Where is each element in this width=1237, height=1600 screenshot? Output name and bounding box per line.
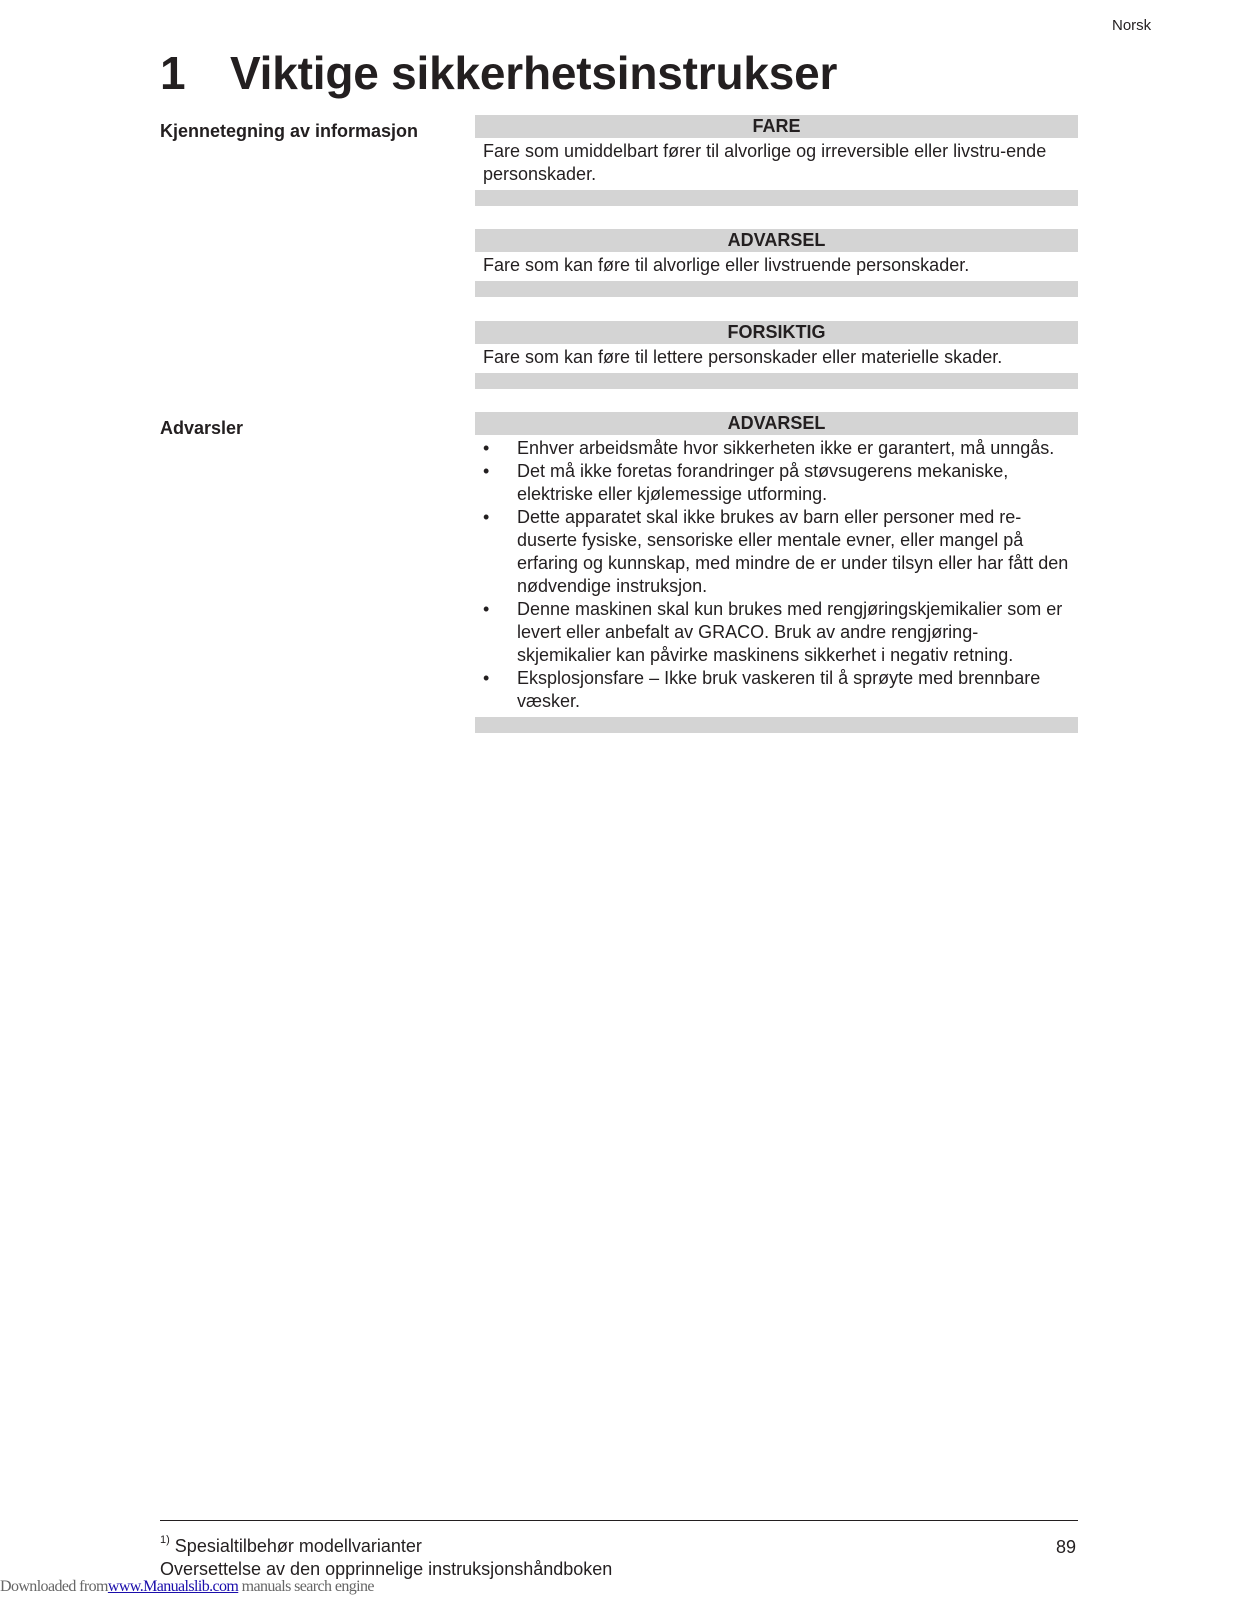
notice-fare-footer-bar	[475, 190, 1078, 206]
notice-fare-text: Fare som umiddelbart fører til alvorlige og irreversible eller livstru-ende personskader.	[483, 141, 1047, 184]
footnote	[160, 1536, 422, 1557]
notice-forsiktig-text: Fare som kan føre til lettere personskader eller materielle skader.	[483, 347, 1003, 367]
bullet-icon: •	[483, 438, 490, 458]
list-item-text: Det må ikke foretas forandringer på støvsugerens mekaniske, elektriske eller kjølemessige utforming.	[517, 461, 1009, 504]
watermark-suffix: manuals search engine	[241, 1578, 374, 1595]
page-title	[160, 46, 837, 100]
list-item-text: Denne maskinen skal kun brukes med rengjøringskjemikalier som er levert eller anbefalt av GRACO. Bruk av andre rengjøring-skjemikalier kan påvirke maskinens sikkerhet i negativ retning.	[517, 599, 1063, 665]
language-label: Norsk	[1112, 17, 1152, 34]
list-item	[475, 667, 1070, 713]
notice-fare	[475, 115, 1078, 206]
list-item	[475, 460, 1070, 506]
notice-forsiktig-title: FORSIKTIG	[475, 321, 1078, 344]
notice-advarsel-text: Fare som kan føre til alvorlige eller livstruende personskader.	[483, 255, 970, 275]
chapter-title: Viktige sikkerhetsinstrukser	[230, 47, 838, 99]
list-item-text: Eksplosjonsfare – Ikke bruk vaskeren til å sprøyte med brennbare væsker.	[517, 668, 1041, 711]
download-watermark	[0, 1578, 374, 1596]
notice-warnings-title: ADVARSEL	[475, 412, 1078, 435]
watermark-prefix: Downloaded from	[0, 1578, 108, 1595]
notice-fare-title: FARE	[475, 115, 1078, 138]
page-number: 89	[1056, 1537, 1077, 1557]
notice-advarsel-footer-bar	[475, 281, 1078, 297]
notice-warnings	[475, 412, 1078, 733]
list-item-text: Enhver arbeidsmåte hvor sikkerheten ikke er garantert, må unngås.	[517, 438, 1055, 458]
notice-warnings-footer-bar	[475, 717, 1078, 733]
section-label-warnings: Advarsler	[160, 418, 244, 438]
notice-advarsel-title: ADVARSEL	[475, 229, 1078, 252]
section-label-identification: Kjennetegning av informasjon	[160, 121, 419, 141]
bullet-icon: •	[483, 461, 490, 481]
list-item	[475, 437, 1070, 460]
footer-divider	[160, 1520, 1078, 1521]
list-item	[475, 506, 1070, 598]
translation-note: Oversettelse av den opprinnelige instruksjonshåndboken	[160, 1559, 613, 1579]
chapter-number: 1	[160, 47, 186, 99]
notice-forsiktig-footer-bar	[475, 373, 1078, 389]
notice-advarsel	[475, 229, 1078, 297]
list-item	[475, 598, 1070, 667]
notice-warnings-body	[475, 435, 1078, 717]
bullet-icon: •	[483, 668, 490, 688]
manualslib-link[interactable]: www.Manualslib.com	[107, 1578, 239, 1595]
warnings-list	[475, 437, 1070, 713]
bullet-icon: •	[483, 507, 490, 527]
footnote-mark: 1)	[160, 1534, 170, 1546]
notice-forsiktig	[475, 321, 1078, 389]
list-item-text: Dette apparatet skal ikke brukes av barn eller personer med re-duserte fysiske, sensoriske eller mentale evner, eller mangel på erfaring og kunnskap, med mindre de er under tilsyn eller har fått den nødvendige instruksjon.	[517, 507, 1069, 596]
footnote-text: Spesialtilbehør modellvarianter	[174, 1536, 422, 1556]
bullet-icon: •	[483, 599, 490, 619]
